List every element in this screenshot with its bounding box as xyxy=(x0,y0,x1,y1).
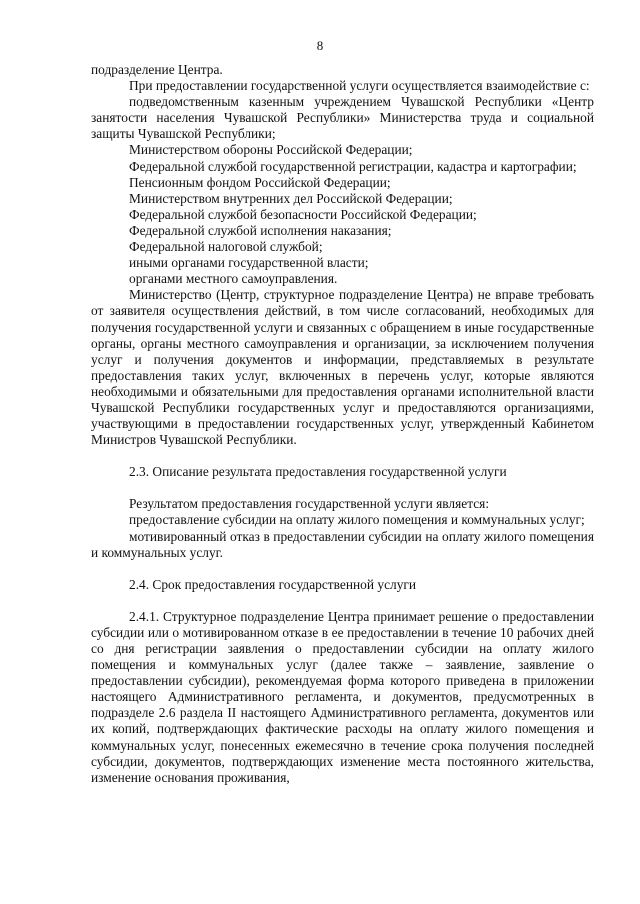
list-item: Федеральной налоговой службой; xyxy=(129,239,323,255)
section-2-3-intro: Результатом предоставления государственной услуги является: xyxy=(129,496,490,512)
section-2-4-heading: 2.4. Срок предоставления государственной услуги xyxy=(129,576,417,592)
list-item: иными органами государственной власти; xyxy=(129,255,369,271)
list-item: мотивированный отказ в предоставлении субсидии на оплату жилого помещения и коммунальных услуг. xyxy=(91,528,594,560)
continuation-text: подразделение Центра. xyxy=(91,62,223,77)
interaction-intro: При предоставлении государственной услуги осуществляется взаимодействие с: xyxy=(129,78,590,94)
list-item: подведомственным казенным учреждением Чувашской Республики «Центр занятости населения Чувашской Республики» Министерства труда и социальной защиты Чувашской Республики; xyxy=(91,94,594,142)
page-number: 8 xyxy=(316,38,324,53)
list-item: Федеральной службой безопасности Российской Федерации; xyxy=(129,206,477,222)
section-2-4-paragraph: 2.4.1. Структурное подразделение Центра принимает решение о предоставлении субсидии или о мотивированном отказе в ее предоставлении в течение 10 рабочих дней со дня регистрации заявления о предоставлении субсидии на оплату жилого помещения и коммунальных услуг (далее также – заявление, заявление о предоставлении субсидии), рекомендуемая форма которого приведена в приложении настоящего Административного регламента, и документов, предусмотренных в подразделе 2.6 раздела II настоящего Административного регламента, документов или их копий, подтверждающих фактические расходы на оплату жилого помещения и коммунальных услуг, понесенных ежемесячно в течение срока получения последней субсидии, документов, подтверждающих изменение места постоянного жительства, изменение основания проживания, xyxy=(91,608,594,785)
list-item: предоставление субсидии на оплату жилого помещения и коммунальных услуг; xyxy=(129,512,585,528)
list-item: Министерством внутренних дел Российской Федерации; xyxy=(129,190,453,206)
list-item: Министерством обороны Российской Федерации; xyxy=(129,142,413,158)
list-item: Федеральной службой исполнения наказания; xyxy=(129,222,392,238)
ministry-paragraph: Министерство (Центр, структурное подразделение Центра) не вправе требовать от заявителя осуществления действий, в том числе согласований, необходимых для получения государственной услуги и связанных с обращением в иные государственные органы, органы местного самоуправления и организации, за исключением получения услуг и получения документов и информации, представляемых в результате предоставления таких услуг, включенных в перечень услуг, которые являются необходимыми и обязательными для предоставления органами исполнительной власти Чувашской Республики государственных услуг и предоставляются организациями, участвующими в предоставлении государственных услуг, утвержденный Кабинетом Министров Чувашской Республики. xyxy=(91,287,594,448)
list-item: органами местного самоуправления. xyxy=(129,271,338,287)
document-body xyxy=(91,62,594,786)
section-2-3-heading: 2.3. Описание результата предоставления государственной услуги xyxy=(129,464,507,480)
list-item: Пенсионным фондом Российской Федерации; xyxy=(129,174,391,190)
list-item: Федеральной службой государственной регистрации, кадастра и картографии; xyxy=(129,158,577,174)
interaction-list xyxy=(91,94,594,287)
